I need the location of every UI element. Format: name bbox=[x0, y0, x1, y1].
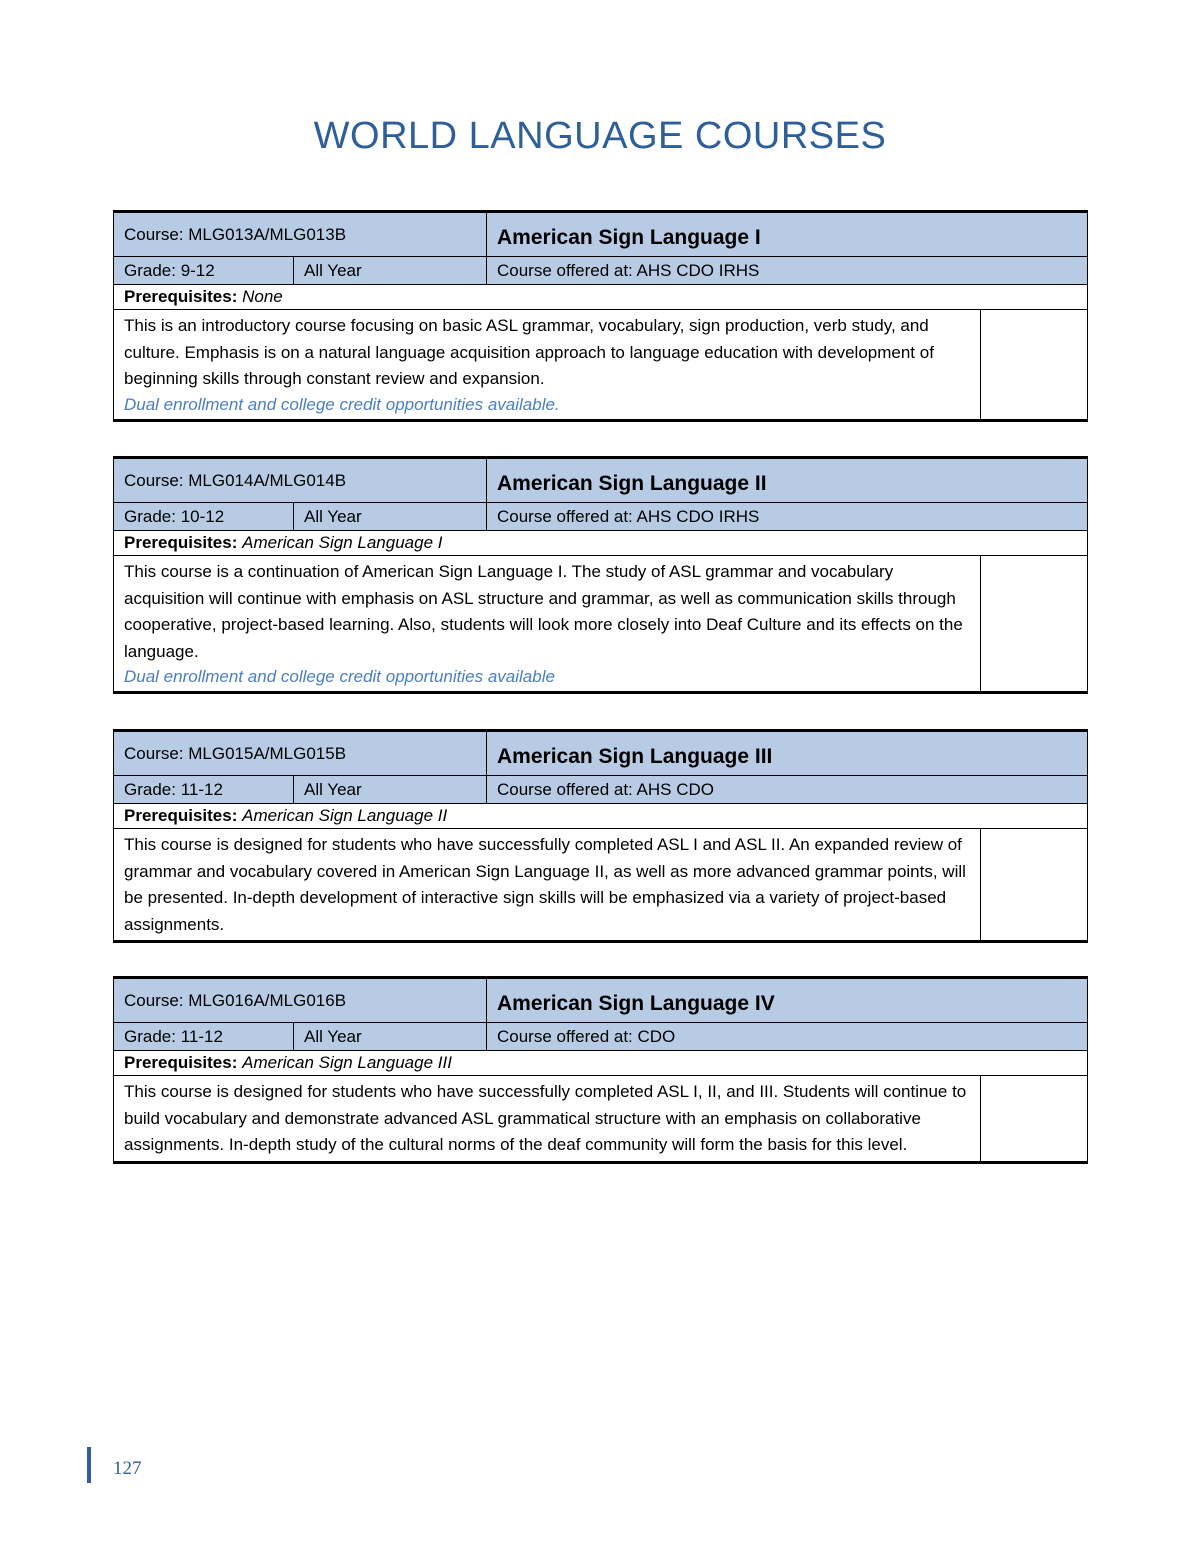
course-prerequisites bbox=[114, 285, 1088, 310]
prerequisites-value: American Sign Language III bbox=[242, 1053, 452, 1072]
course-description: This course is a continuation of American Sign Language I. The study of ASL grammar and vocabulary acquisition will continue with emphasis on ASL structure and grammar, as well as communication skills through cooperative, project-based learning. Also, students will look more closely into Deaf Culture and its effects on the language. bbox=[124, 562, 963, 661]
course-description-cell bbox=[114, 1076, 981, 1163]
course-offered-at: Course offered at: CDO bbox=[487, 1023, 1088, 1051]
course-grade: Grade: 11-12 bbox=[114, 1023, 294, 1051]
course-grade: Grade: 10-12 bbox=[114, 503, 294, 531]
course-code: Course: MLG013A/MLG013B bbox=[114, 212, 487, 257]
course-table bbox=[113, 976, 1088, 1164]
course-note: Dual enrollment and college credit opportunities available. bbox=[124, 394, 560, 414]
course-selection-box[interactable] bbox=[981, 310, 1088, 421]
prerequisites-label: Prerequisites: bbox=[124, 806, 238, 825]
course-offered-at: Course offered at: AHS CDO bbox=[487, 776, 1088, 804]
course-name: American Sign Language I bbox=[487, 212, 1088, 257]
footer-accent-bar bbox=[87, 1447, 91, 1483]
course-table bbox=[113, 210, 1088, 422]
course-grade: Grade: 11-12 bbox=[114, 776, 294, 804]
course-description-cell bbox=[114, 829, 981, 942]
course-note: Dual enrollment and college credit opportunities available bbox=[124, 667, 555, 686]
course-name: American Sign Language II bbox=[487, 458, 1088, 503]
course-code: Course: MLG015A/MLG015B bbox=[114, 731, 487, 776]
course-description-cell bbox=[114, 556, 981, 693]
course-name: American Sign Language III bbox=[487, 731, 1088, 776]
course-description-cell bbox=[114, 310, 981, 421]
course-code: Course: MLG016A/MLG016B bbox=[114, 978, 487, 1023]
course-prerequisites bbox=[114, 804, 1088, 829]
course-selection-box[interactable] bbox=[981, 829, 1088, 942]
course-duration: All Year bbox=[294, 257, 487, 285]
page-title: WORLD LANGUAGE COURSES bbox=[313, 115, 887, 157]
course-description: This course is designed for students who have successfully completed ASL I and ASL II. An expanded review of grammar and vocabulary covered in American Sign Language II, as well as more advanced grammar points, will be presented. In-depth development of interactive sign skills will be emphasized via a variety of project-based assignments. bbox=[124, 835, 966, 934]
prerequisites-label: Prerequisites: bbox=[124, 287, 238, 306]
course-description: This is an introductory course focusing on basic ASL grammar, vocabulary, sign production, verb study, and culture. Emphasis is on a natural language acquisition approach to language education with development of beginning skills through constant review and expansion. bbox=[124, 316, 934, 388]
course-selection-box[interactable] bbox=[981, 1076, 1088, 1163]
course-grade: Grade: 9-12 bbox=[114, 257, 294, 285]
course-name: American Sign Language IV bbox=[487, 978, 1088, 1023]
course-description: This course is designed for students who have successfully completed ASL I, II, and III. Students will continue to build vocabulary and demonstrate advanced ASL grammatical structure with an emphasis on collaborative assignments. In-depth study of the cultural norms of the deaf community will form the basis for this level. bbox=[124, 1082, 967, 1154]
course-prerequisites bbox=[114, 531, 1088, 556]
prerequisites-value: American Sign Language II bbox=[242, 806, 448, 825]
prerequisites-label: Prerequisites: bbox=[124, 533, 238, 552]
prerequisites-label: Prerequisites: bbox=[124, 1053, 238, 1072]
course-code: Course: MLG014A/MLG014B bbox=[114, 458, 487, 503]
prerequisites-value: American Sign Language I bbox=[242, 533, 443, 552]
course-duration: All Year bbox=[294, 503, 487, 531]
page-number: 127 bbox=[113, 1458, 142, 1479]
course-duration: All Year bbox=[294, 1023, 487, 1051]
course-offered-at: Course offered at: AHS CDO IRHS bbox=[487, 503, 1088, 531]
course-prerequisites bbox=[114, 1051, 1088, 1076]
course-duration: All Year bbox=[294, 776, 487, 804]
course-table bbox=[113, 729, 1088, 943]
course-offered-at: Course offered at: AHS CDO IRHS bbox=[487, 257, 1088, 285]
prerequisites-value: None bbox=[242, 287, 283, 306]
course-selection-box[interactable] bbox=[981, 556, 1088, 693]
course-table bbox=[113, 456, 1088, 694]
